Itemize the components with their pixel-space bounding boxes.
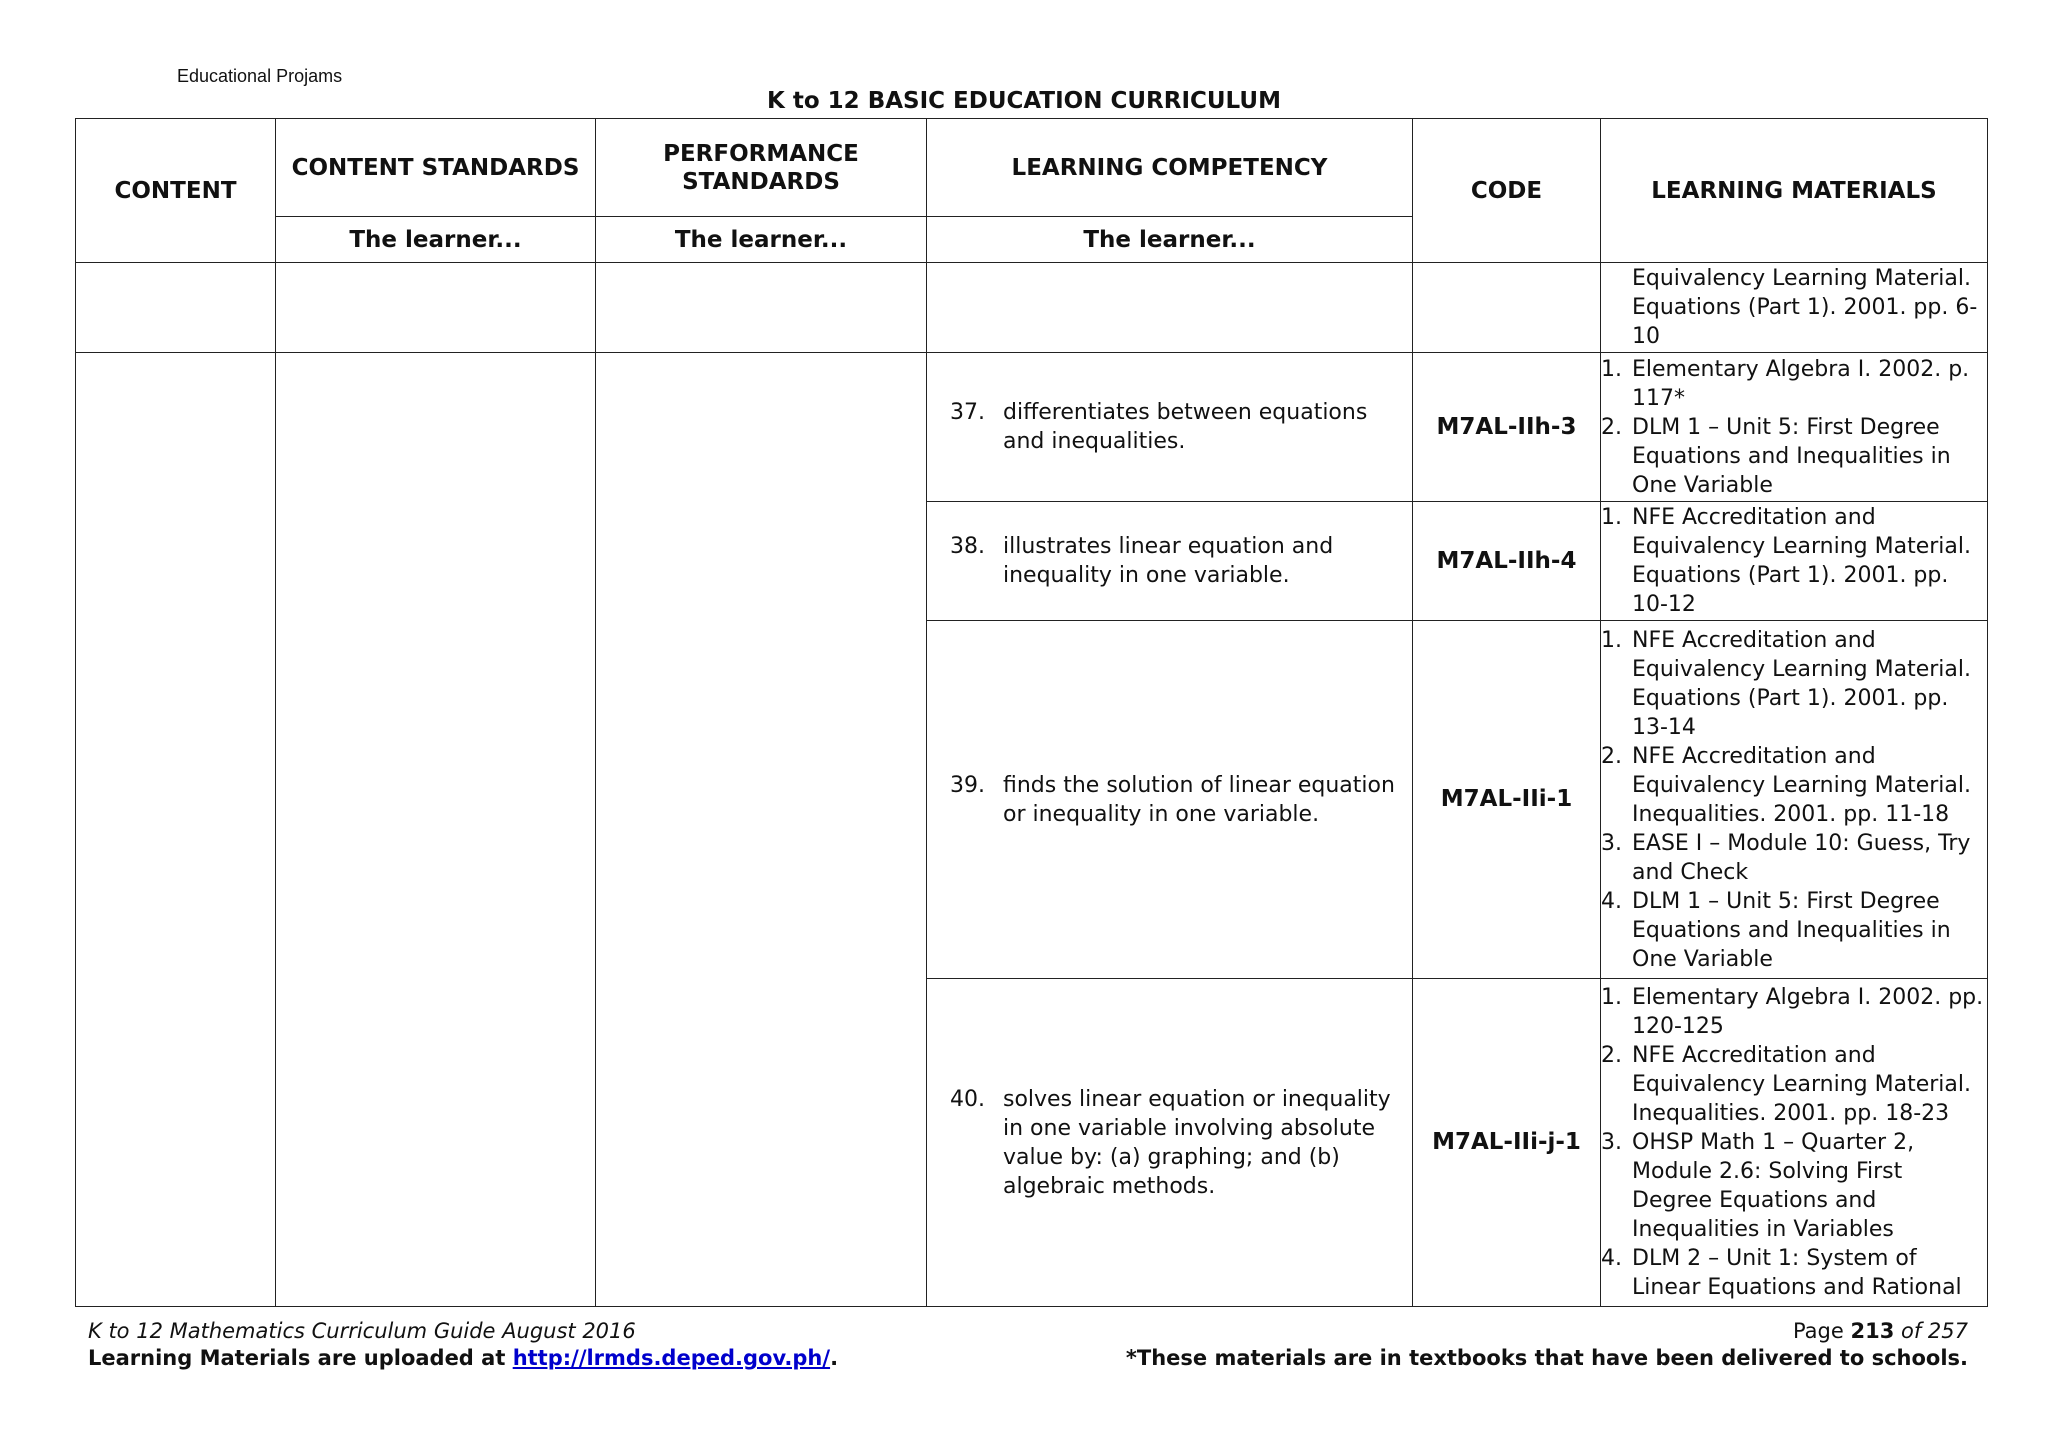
material-item: 4. DLM 2 – Unit 1: System of Linear Equations and Rational [1601, 1246, 1962, 1300]
cell-performance-standards-empty [596, 263, 927, 353]
cell-materials [1601, 502, 1988, 621]
header-content: CONTENT [76, 119, 276, 263]
cell-competency [927, 353, 1413, 502]
material-item: 2. NFE Accreditation and Equivalency Learning Material. Inequalities. 2001. pp. 11-18 [1601, 743, 1971, 827]
material-item: 2. NFE Accreditation and Equivalency Learning Material. Inequalities. 2001. pp. 18-23 [1601, 1043, 1971, 1126]
curriculum-table [75, 118, 1988, 1307]
material-item: 1. Elementary Algebra I. 2002. pp. 120-125 [1601, 985, 1984, 1039]
header-learning-competency: LEARNING COMPETENCY [927, 119, 1413, 217]
material-item: 2. DLM 1 – Unit 5: First Degree Equations and Inequalities in One Variable [1601, 414, 1951, 498]
competency-text: solves linear equation or inequality in one variable involving absolute value by: (a) graphing; and (b) algebraic methods. [1003, 1086, 1391, 1199]
cell-competency-empty [927, 263, 1413, 353]
material-item: 1. Elementary Algebra I. 2002. p. 117* [1601, 356, 1970, 411]
cell-materials [1601, 621, 1988, 979]
header-performance-standards: PERFORMANCE STANDARDS [596, 119, 927, 217]
subheader-learner-competency: The learner... [927, 217, 1413, 263]
footer-upload-period: . [830, 1346, 839, 1370]
competency-text: finds the solution of linear equation or inequality in one variable. [1003, 772, 1395, 827]
competency-number: 37. [950, 400, 985, 425]
cell-competency [927, 979, 1413, 1307]
page-number: 213 [1850, 1319, 1895, 1343]
material-item: 1. NFE Accreditation and Equivalency Learning Material. Equations (Part 1). 2001. pp. 10-12 [1601, 505, 1971, 617]
lrmds-link[interactable]: http://lrmds.deped.gov.ph/ [512, 1346, 831, 1370]
footer-upload-line [88, 1345, 838, 1372]
cell-competency [927, 502, 1413, 621]
cell-code: M7AL-IIh-3 [1413, 353, 1601, 502]
materials-list [1601, 503, 1987, 619]
header-code: CODE [1413, 119, 1601, 263]
page-indicator [1126, 1318, 1968, 1345]
cell-competency [927, 621, 1413, 979]
material-item: 3. EASE I – Module 10: Guess, Try and Check [1601, 830, 1971, 885]
cell-materials [1601, 979, 1988, 1307]
material-item: 4. DLM 1 – Unit 5: First Degree Equations and Inequalities in One Variable [1601, 888, 1951, 972]
competency-number: 39. [950, 772, 985, 798]
table-row-continued [76, 263, 1988, 353]
cell-performance-standards-merged [596, 353, 927, 1307]
table-row [76, 353, 1988, 502]
material-item: 1. NFE Accreditation and Equivalency Learning Material. Equations (Part 1). 2001. pp. 13-14 [1601, 627, 1971, 740]
competency-number: 38. [950, 534, 985, 559]
competency-text: illustrates linear equation and inequality in one variable. [1003, 534, 1334, 588]
cell-materials [1601, 353, 1988, 502]
cell-content-standards-empty [276, 263, 596, 353]
header-learning-materials: LEARNING MATERIALS [1601, 119, 1988, 263]
cell-code-empty [1413, 263, 1601, 353]
competency-number: 40. [950, 1086, 985, 1112]
page-total: of 257 [1894, 1319, 1968, 1343]
cell-code: M7AL-IIh-4 [1413, 502, 1601, 621]
header-content-standards: CONTENT STANDARDS [276, 119, 596, 217]
footer-note: *These materials are in textbooks that have been delivered to schools. [1125, 1346, 1968, 1370]
footer-upload-text: Learning Materials are uploaded at [88, 1346, 513, 1370]
watermark-text: Educational Projams [177, 66, 343, 86]
cell-code: M7AL-IIi-1 [1413, 621, 1601, 979]
cell-content-merged [76, 353, 276, 1307]
page-label: Page [1792, 1319, 1851, 1343]
competency-text: differentiates between equations and inequalities. [1003, 400, 1368, 454]
materials-list [1601, 355, 1987, 500]
cell-code: M7AL-IIi-j-1 [1413, 979, 1601, 1307]
footer-left [88, 1318, 838, 1372]
subheader-learner-performance-standards: The learner... [596, 217, 927, 263]
materials-list [1601, 626, 1987, 974]
document-title: K to 12 BASIC EDUCATION CURRICULUM [767, 88, 1281, 114]
footer-guide-title: K to 12 Mathematics Curriculum Guide August 2016 [88, 1319, 636, 1343]
continued-material-text: Equivalency Learning Material. Equations (Part 1). 2001. pp. 6-10 [1632, 266, 1978, 349]
materials-list [1601, 983, 1987, 1302]
cell-materials-continued [1601, 263, 1988, 353]
material-item: 3. OHSP Math 1 – Quarter 2, Module 2.6: Solving First Degree Equations and Inequalities in Variables [1601, 1130, 1915, 1242]
subheader-learner-content-standards: The learner... [276, 217, 596, 263]
footer-right [1126, 1318, 1968, 1372]
cell-content-empty [76, 263, 276, 353]
cell-content-standards-merged [276, 353, 596, 1307]
